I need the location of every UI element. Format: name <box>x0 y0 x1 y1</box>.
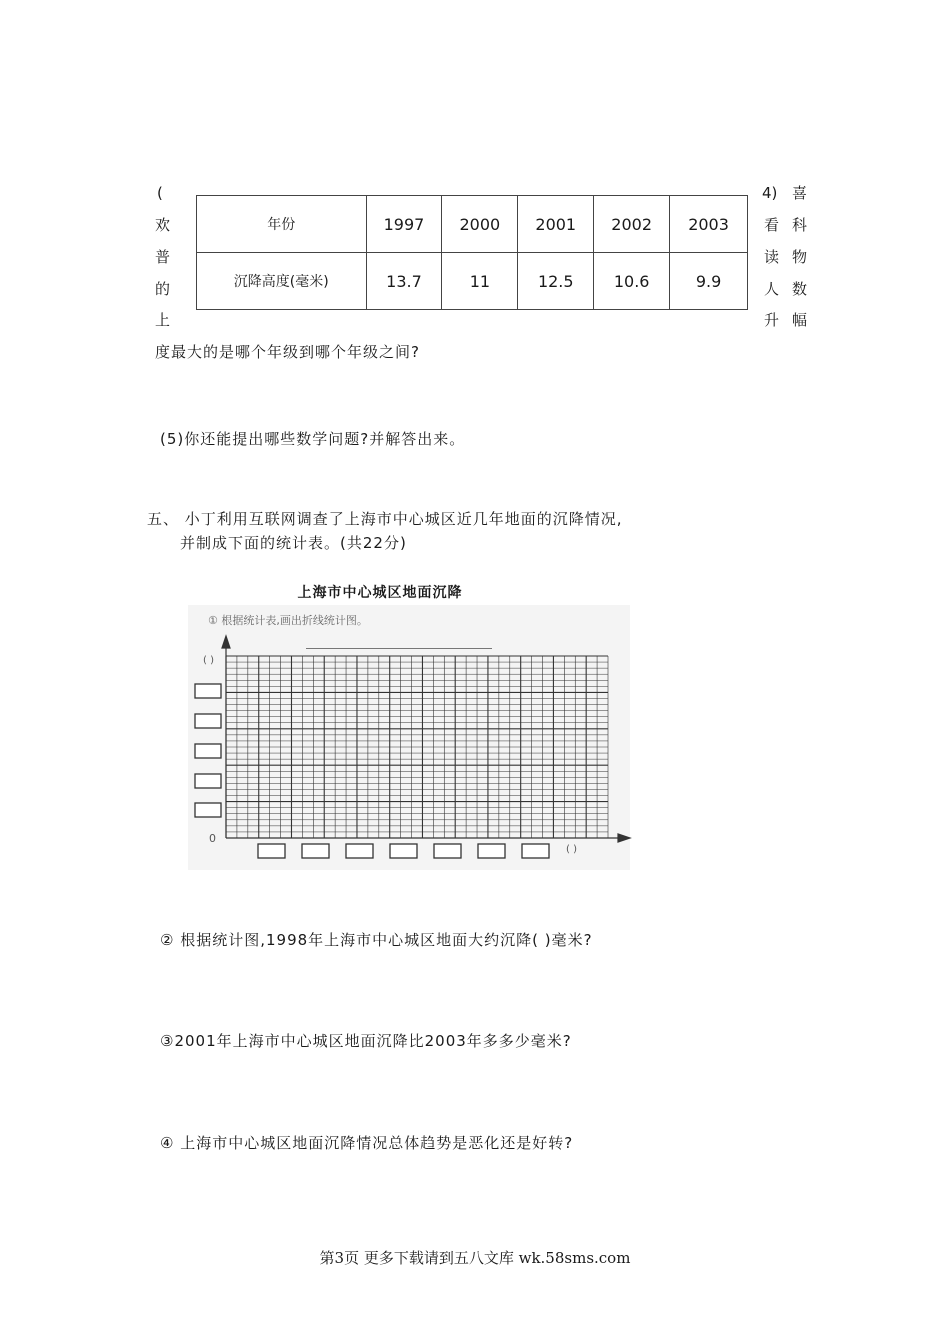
y-axis-arrow <box>222 636 230 648</box>
table-cell: 2001 <box>518 196 594 253</box>
x-axis-label-box <box>302 844 329 858</box>
y-axis-label-box <box>195 803 221 817</box>
chart-instruction: ① 根据统计表,画出折线统计图。 <box>208 614 368 627</box>
wrap-char: 欢 <box>155 216 171 234</box>
table-cell: 12.5 <box>518 253 594 310</box>
table-cell: 1997 <box>366 196 442 253</box>
question-2: ② 根据统计图,1998年上海市中心城区地面大约沉降( )毫米? <box>160 931 593 949</box>
page-footer: 第3页 更多下载请到五八文库 wk.58sms.com <box>319 1249 631 1267</box>
wrap-char: 读 <box>764 248 780 266</box>
question-3: ③2001年上海市中心城区地面沉降比2003年多多少毫米? <box>160 1032 572 1050</box>
wrap-char: 上 <box>155 311 171 329</box>
x-axis-arrow <box>618 834 630 842</box>
table-cell: 2003 <box>670 196 748 253</box>
question-5: (5)你还能提出哪些数学问题?并解答出来。 <box>160 430 466 448</box>
x-axis-label-box <box>478 844 505 858</box>
y-axis-label-box <box>195 684 221 698</box>
table-cell: 2002 <box>594 196 670 253</box>
chart-title: 上海市中心城区地面沉降 <box>297 585 463 601</box>
y-axis-label-box <box>195 774 221 788</box>
question-4-continuation: 度最大的是哪个年级到哪个年级之间? <box>155 343 420 361</box>
wrap-char: 普 <box>155 248 171 266</box>
wrap-char: 数 <box>792 280 808 298</box>
section-5-line-1: 五、 小丁利用互联网调查了上海市中心城区近几年地面的沉降情况, <box>147 510 623 528</box>
table-cell: 年份 <box>197 196 367 253</box>
wrap-char: 看 <box>764 216 780 234</box>
table-cell: 13.7 <box>366 253 442 310</box>
table-cell: 2000 <box>442 196 518 253</box>
table-cell: 9.9 <box>670 253 748 310</box>
wrap-char: 科 <box>792 216 808 234</box>
table-cell: 沉降高度(毫米) <box>197 253 367 310</box>
wrap-char: 人 <box>764 280 780 298</box>
y-axis-label-box <box>195 714 221 728</box>
y-unit-blank: ( ) <box>203 655 214 666</box>
wrap-char: 喜 <box>792 184 808 202</box>
x-axis-label-box <box>258 844 285 858</box>
wrap-char: 物 <box>792 248 808 266</box>
wrap-char: 升 <box>764 311 780 329</box>
wrap-char: ( <box>157 184 163 202</box>
wrap-char: 幅 <box>792 311 808 329</box>
origin-label: 0 <box>209 832 216 845</box>
x-axis-label-box <box>390 844 417 858</box>
table-cell: 10.6 <box>594 253 670 310</box>
wrap-char: 的 <box>155 280 171 298</box>
x-axis-label-box <box>522 844 549 858</box>
x-axis-label-box <box>346 844 373 858</box>
section-5-line-2: 并制成下面的统计表。(共22分) <box>180 534 407 552</box>
y-axis-label-box <box>195 744 221 758</box>
wrap-char: 4) <box>762 184 778 202</box>
x-unit-blank: ( ) <box>566 844 577 855</box>
question-4: ④ 上海市中心城区地面沉降情况总体趋势是恶化还是好转? <box>160 1134 574 1152</box>
x-axis-label-box <box>434 844 461 858</box>
table-cell: 11 <box>442 253 518 310</box>
